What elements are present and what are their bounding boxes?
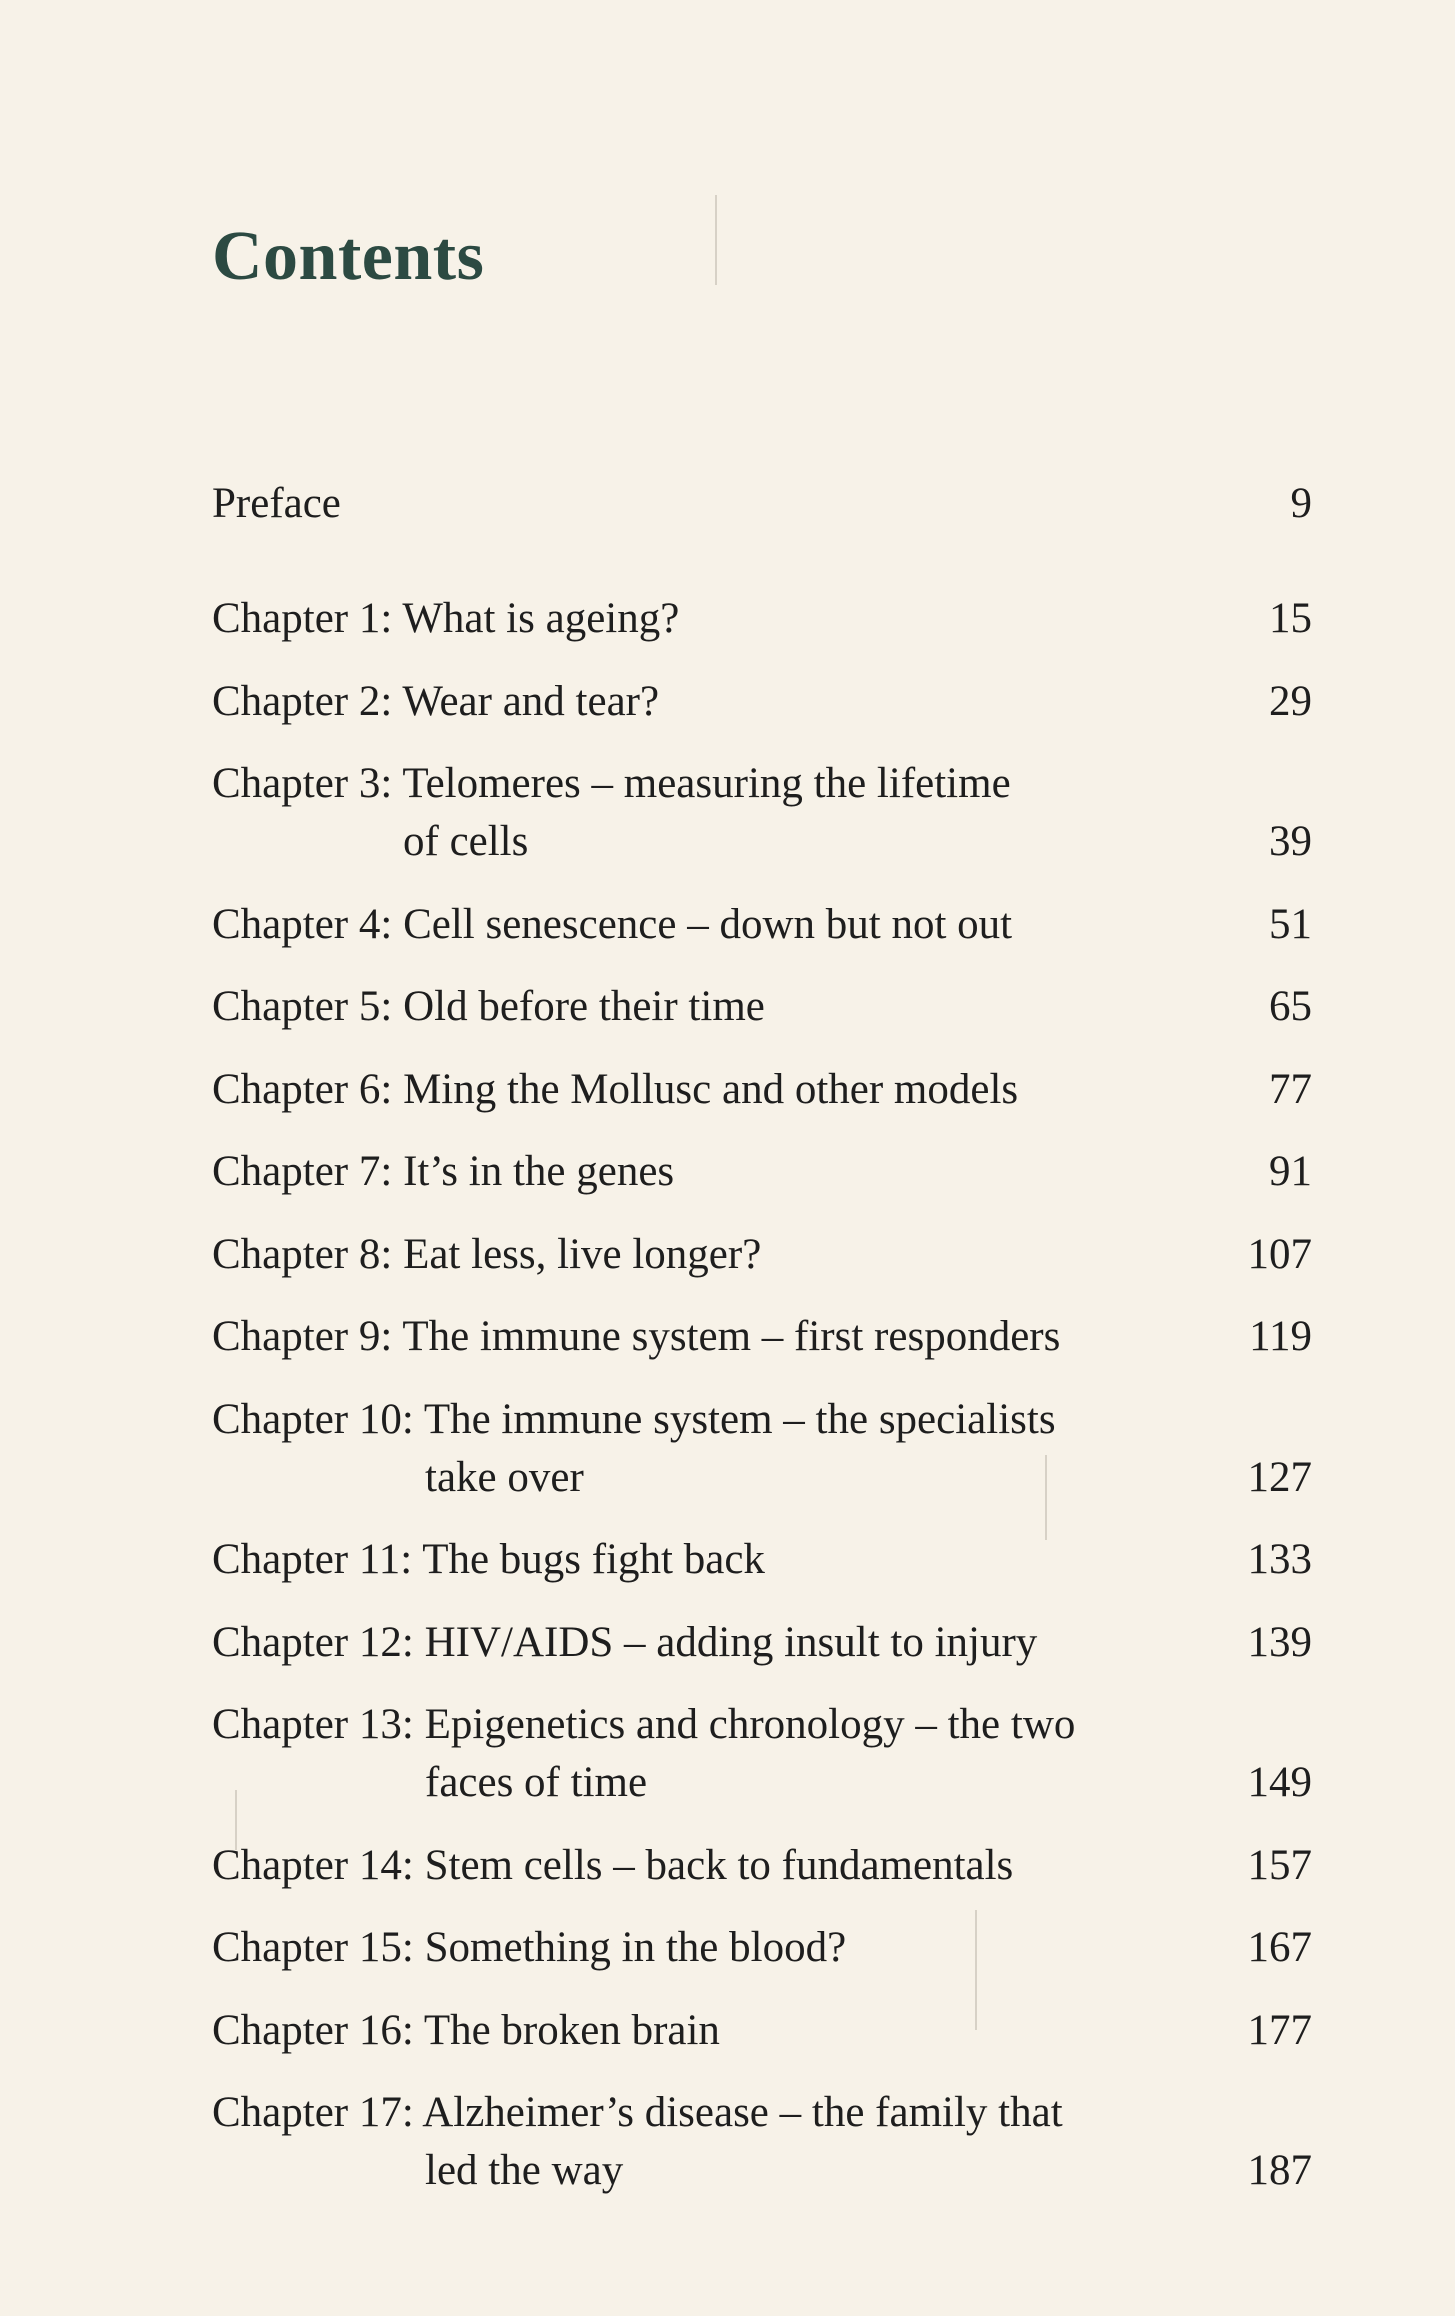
toc-entry-label: Chapter 2: Wear and tear? <box>212 677 660 725</box>
toc-entry-page: 9 <box>1290 480 1312 527</box>
toc-entry-page: 177 <box>1247 2006 1312 2054</box>
toc-entry-label: Chapter 4: Cell senescence – down but not out <box>212 900 1013 948</box>
toc-entry-label: Chapter 17: Alzheimer’s disease – the family that <box>212 2089 1063 2136</box>
toc-entry-title: The bugs fight back <box>422 1536 765 1583</box>
toc-entry-page: 133 <box>1247 1536 1312 1583</box>
toc-entry-page: 77 <box>1269 1065 1312 1113</box>
toc-entry-preface <box>212 475 1312 533</box>
toc-entry-title: HIV/AIDS – adding insult to injury <box>424 1618 1038 1666</box>
toc-entry-title: Wear and tear? <box>402 677 660 725</box>
toc-entry-title: The immune system – the specialists <box>423 1395 1056 1443</box>
toc-entry-label: Chapter 1: What is ageing? <box>212 595 680 642</box>
toc-entry-page: 157 <box>1247 1841 1312 1889</box>
toc-entry-title: Preface <box>212 480 341 527</box>
toc-entry-title-continuation: faces of time <box>425 1759 648 1806</box>
toc-entry-label: Chapter 5: Old before their time <box>212 983 765 1030</box>
toc-entry-label: Chapter 7: It’s in the genes <box>212 1148 675 1195</box>
toc-entry-label: Chapter 10: The immune system – the specialists <box>212 1395 1056 1443</box>
toc-entry-page: 187 <box>1247 2147 1312 2194</box>
toc-entry-title: Something in the blood? <box>424 1924 847 1971</box>
toc-entry-label: Chapter 9: The immune system – first responders <box>212 1313 1061 1360</box>
toc-entry-page: 127 <box>1247 1453 1312 1501</box>
toc-entry-title-continuation: take over <box>425 1453 584 1501</box>
toc-entry-page: 139 <box>1247 1618 1312 1666</box>
toc-entry-title: The broken brain <box>423 2006 720 2054</box>
toc-entry-title: Alzheimer’s disease – the family that <box>422 2089 1063 2136</box>
toc-entry-title: Epigenetics and chronology – the two <box>424 1701 1076 1748</box>
toc-entry-label: Chapter 16: The broken brain <box>212 2006 720 2054</box>
paper-mark <box>235 1790 237 1850</box>
toc-entry-page: 51 <box>1269 900 1312 948</box>
toc-entry-page: 91 <box>1269 1148 1312 1195</box>
toc-entry-page: 39 <box>1269 818 1312 865</box>
toc-entry-title-continuation: led the way <box>425 2147 624 2194</box>
toc-entry-label: Chapter 12: HIV/AIDS – adding insult to injury <box>212 1618 1038 1666</box>
toc-entry-page: 119 <box>1249 1313 1312 1360</box>
toc-entry-page: 107 <box>1247 1230 1312 1278</box>
toc-entry-page: 167 <box>1247 1924 1312 1971</box>
toc-entry-label: Chapter 8: Eat less, live longer? <box>212 1230 762 1278</box>
toc-entry-label: Chapter 3: Telomeres – measuring the lifetime <box>212 760 1011 807</box>
page-title: Contents <box>212 218 485 295</box>
toc-entry-label: Chapter 15: Something in the blood? <box>212 1924 847 1971</box>
toc-entry-page: 15 <box>1269 595 1312 642</box>
toc-entry-title-continuation: of cells <box>403 818 529 865</box>
toc-entry-page: 65 <box>1269 983 1312 1030</box>
toc-entry-title: It’s in the genes <box>403 1148 675 1195</box>
toc-entry-title: Cell senescence – down but not out <box>403 900 1013 948</box>
paper-mark <box>975 1910 977 2030</box>
toc-entry-label: Chapter 6: Ming the Mollusc and other models <box>212 1065 1019 1113</box>
toc-entry-title: Telomeres – measuring the lifetime <box>402 760 1011 807</box>
toc-entry-title: Stem cells – back to fundamentals <box>424 1841 1014 1889</box>
paper-mark <box>715 195 717 285</box>
paper-mark <box>1045 1455 1047 1540</box>
toc-entry-label: Chapter 13: Epigenetics and chronology – the two <box>212 1701 1076 1748</box>
toc-entry-title: The immune system – first responders <box>402 1313 1061 1360</box>
toc-entry-title: Eat less, live longer? <box>403 1230 762 1278</box>
toc-entry-label: Chapter 11: The bugs fight back <box>212 1536 765 1583</box>
toc-entry-page: 29 <box>1269 677 1312 725</box>
toc-entry-page: 149 <box>1247 1759 1312 1806</box>
toc-entry-title: Old before their time <box>403 983 765 1030</box>
toc-entry-title: What is ageing? <box>402 595 680 642</box>
toc-entry-title: Ming the Mollusc and other models <box>403 1065 1019 1113</box>
toc-entry-label: Chapter 14: Stem cells – back to fundamentals <box>212 1841 1014 1889</box>
